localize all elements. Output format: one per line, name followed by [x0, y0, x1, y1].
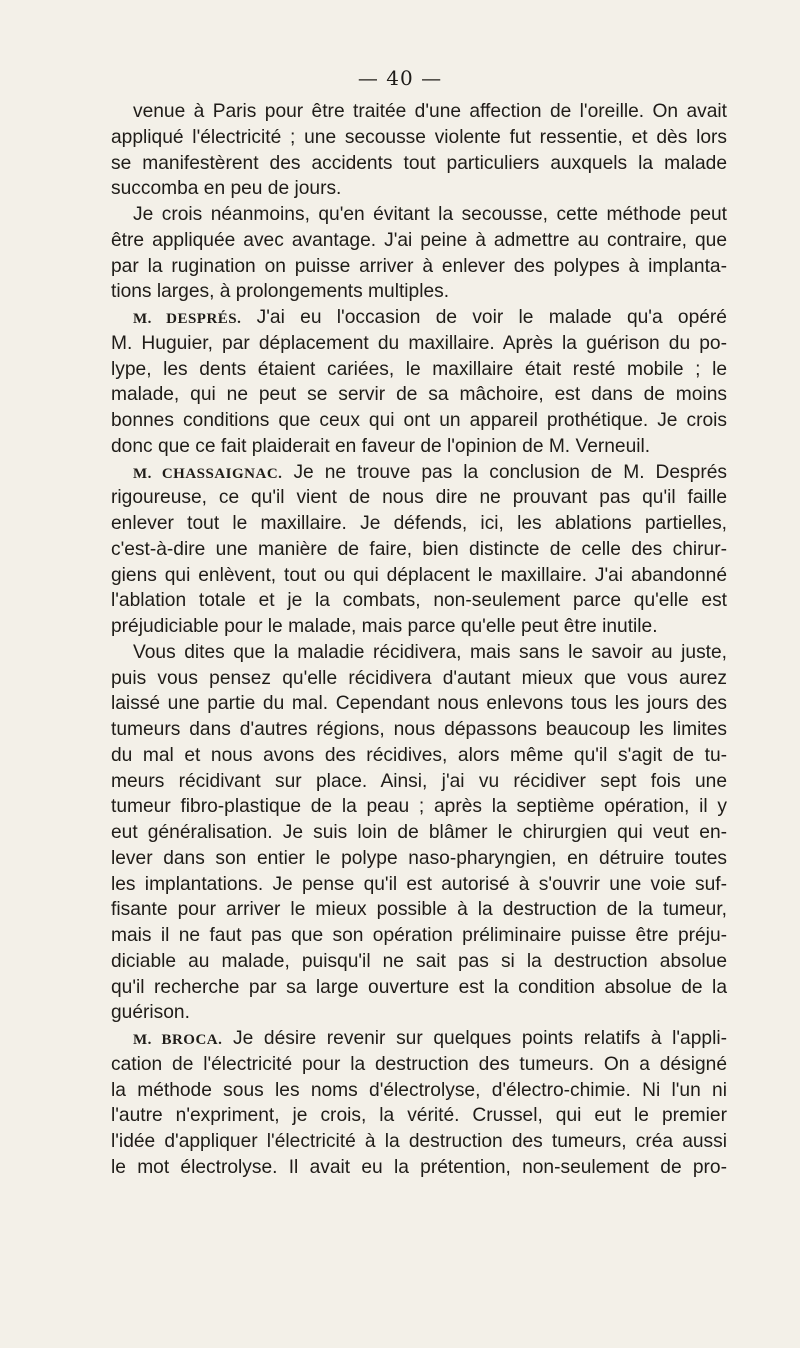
text-line [111, 537, 727, 563]
line-text: c'est-à-dire une manière de faire, bien distincte de celle des chirur- [111, 538, 727, 560]
text-line [111, 563, 727, 589]
paragraph [111, 640, 727, 1026]
speaker-name: M. CHASSAIGNAC. [133, 465, 283, 482]
line-text: du mal et nous avons des récidives, alors même qu'il s'agit de tu- [111, 744, 727, 766]
paragraph [111, 1026, 727, 1181]
text-line [111, 485, 727, 511]
text-line [111, 1078, 727, 1104]
line-text: mais il ne faut pas que son opération préliminaire puisse être préju- [111, 925, 727, 946]
page-number: — 40 — [357, 66, 443, 90]
line-text: le mot électrolyse. Il avait eu la prétention, non-seulement de pro- [111, 1156, 727, 1178]
text-line [111, 1000, 727, 1026]
line-text: M. Huguier, par déplacement du maxillaire. Après la guérison du po- [111, 332, 727, 354]
line-text: Je désire revenir sur quelques points relatifs à l'appli- [233, 1028, 727, 1049]
text-line [111, 949, 727, 975]
line-text: guérison. [111, 1002, 190, 1024]
text-line [111, 1129, 727, 1155]
line-text: diciable au malade, puisqu'il ne sait pas si la destruction absolue [111, 950, 727, 972]
text-line [111, 511, 727, 537]
line-text: l'idée d'appliquer l'électricité à la destruction des tumeurs, créa aussi [111, 1131, 727, 1152]
paragraph [111, 202, 727, 305]
text-line [111, 1155, 727, 1181]
text-line [111, 125, 727, 151]
line-text: lever dans son entier le polype naso-pharyngien, en détruire toutes [111, 847, 727, 869]
line-text: Je crois néanmoins, qu'en évitant la secousse, cette méthode peut [133, 204, 727, 225]
line-text: tions larges, à prolongements multiples. [111, 281, 450, 303]
text-line [111, 331, 727, 357]
line-text: l'autre n'expriment, je crois, la vérité. Crussel, qui eut le premier [111, 1105, 727, 1127]
text-line [111, 794, 727, 820]
line-text: tumeurs dans d'autres régions, nous dépassons beaucoup les limites [111, 719, 727, 740]
line-text: se manifestèrent des accidents tout particuliers auxquels la malade [111, 152, 727, 174]
text-line [111, 666, 727, 692]
paragraph [111, 460, 727, 640]
line-text: préjudiciable pour le malade, mais parce qu'elle peut être inutile. [111, 616, 658, 637]
text-line [111, 975, 727, 1001]
line-text: cation de l'électricité pour la destruction des tumeurs. On a désigné [111, 1053, 727, 1075]
paragraph [111, 99, 727, 202]
speaker-name: M. DESPRÉS. [133, 311, 242, 327]
line-text: la méthode sous les noms d'électrolyse, d'électro-chimie. Ni l'un ni [111, 1079, 727, 1101]
text-line [111, 846, 727, 872]
line-text: lype, les dents étaient cariées, le maxillaire était resté mobile ; le [111, 358, 727, 380]
text-line [111, 151, 727, 177]
line-text: giens qui enlèvent, tout ou qui déplacent le maxillaire. J'ai abandonné [111, 564, 727, 586]
paragraph [111, 305, 727, 460]
text-line [111, 382, 727, 408]
line-text: appliqué l'électricité ; une secousse violente fut ressentie, et dès lors [111, 126, 727, 148]
line-text: enlever tout le maxillaire. Je défends, ici, les ablations partielles, [111, 513, 727, 534]
text-line [111, 614, 727, 640]
line-text: l'ablation totale et je la combats, non-seulement parce qu'elle est [111, 590, 727, 612]
line-text: Je ne trouve pas la conclusion de M. Després [293, 461, 727, 483]
text-line [111, 1026, 727, 1052]
line-text: bonnes conditions que ceux qui ont un appareil prothétique. Je crois [111, 410, 727, 431]
line-text: succomba en peu de jours. [111, 178, 342, 200]
text-line [111, 769, 727, 795]
line-text: par la rugination on puisse arriver à enlever des polypes à implanta- [111, 255, 727, 277]
text-line [111, 1103, 727, 1129]
line-text: les implantations. Je pense qu'il est autorisé à s'ouvrir une voie suf- [111, 873, 727, 895]
line-text: malade, qui ne peut se servir de sa mâchoire, est dans de moins [111, 384, 727, 406]
body-text [111, 99, 727, 1181]
text-line [111, 923, 727, 949]
line-text: donc que ce fait plaiderait en faveur de l'opinion de M. Verneuil. [111, 435, 651, 457]
line-text: meurs récidivant sur place. Ainsi, j'ai vu récidiver sept fois une [111, 770, 727, 792]
text-line [111, 202, 727, 228]
line-text: J'ai eu l'occasion de voir le malade qu'a opéré [256, 307, 727, 328]
speaker-name: M. BROCA. [133, 1032, 223, 1048]
text-line [111, 460, 727, 486]
line-text: Vous dites que la maladie récidivera, mais sans le savoir au juste, [133, 641, 727, 663]
line-text: tumeur fibro-plastique de la peau ; après la septième opération, il y [111, 796, 727, 818]
text-line [111, 640, 727, 666]
text-line [111, 408, 727, 434]
text-line [111, 743, 727, 769]
text-line [111, 176, 727, 202]
text-line [111, 588, 727, 614]
text-line [111, 279, 727, 305]
line-text: puis vous pensez qu'elle récidivera d'autant mieux que vous aurez [111, 667, 727, 689]
text-line [111, 872, 727, 898]
text-line [111, 357, 727, 383]
line-text: être appliquée avec avantage. J'ai peine à admettre au contraire, que [111, 229, 727, 251]
line-text: eut généralisation. Je suis loin de blâmer le chirurgien qui veut en- [111, 822, 727, 843]
text-line [111, 691, 727, 717]
text-line [111, 820, 727, 846]
line-text: fisante pour arriver le mieux possible à la destruction de la tumeur, [111, 899, 727, 921]
text-line [111, 434, 727, 460]
text-line [111, 305, 727, 331]
text-line [111, 99, 727, 125]
text-line [111, 1052, 727, 1078]
line-text: qu'il recherche par sa large ouverture est la condition absolue de la [111, 976, 727, 998]
text-line [111, 228, 727, 254]
line-text: laissé une partie du mal. Cependant nous enlevons tous les jours des [111, 693, 727, 715]
text-line [111, 254, 727, 280]
line-text: venue à Paris pour être traitée d'une affection de l'oreille. On avait [133, 101, 727, 122]
text-line [111, 717, 727, 743]
line-text: rigoureuse, ce qu'il vient de nous dire ne prouvant pas qu'il faille [111, 487, 727, 509]
text-line [111, 897, 727, 923]
